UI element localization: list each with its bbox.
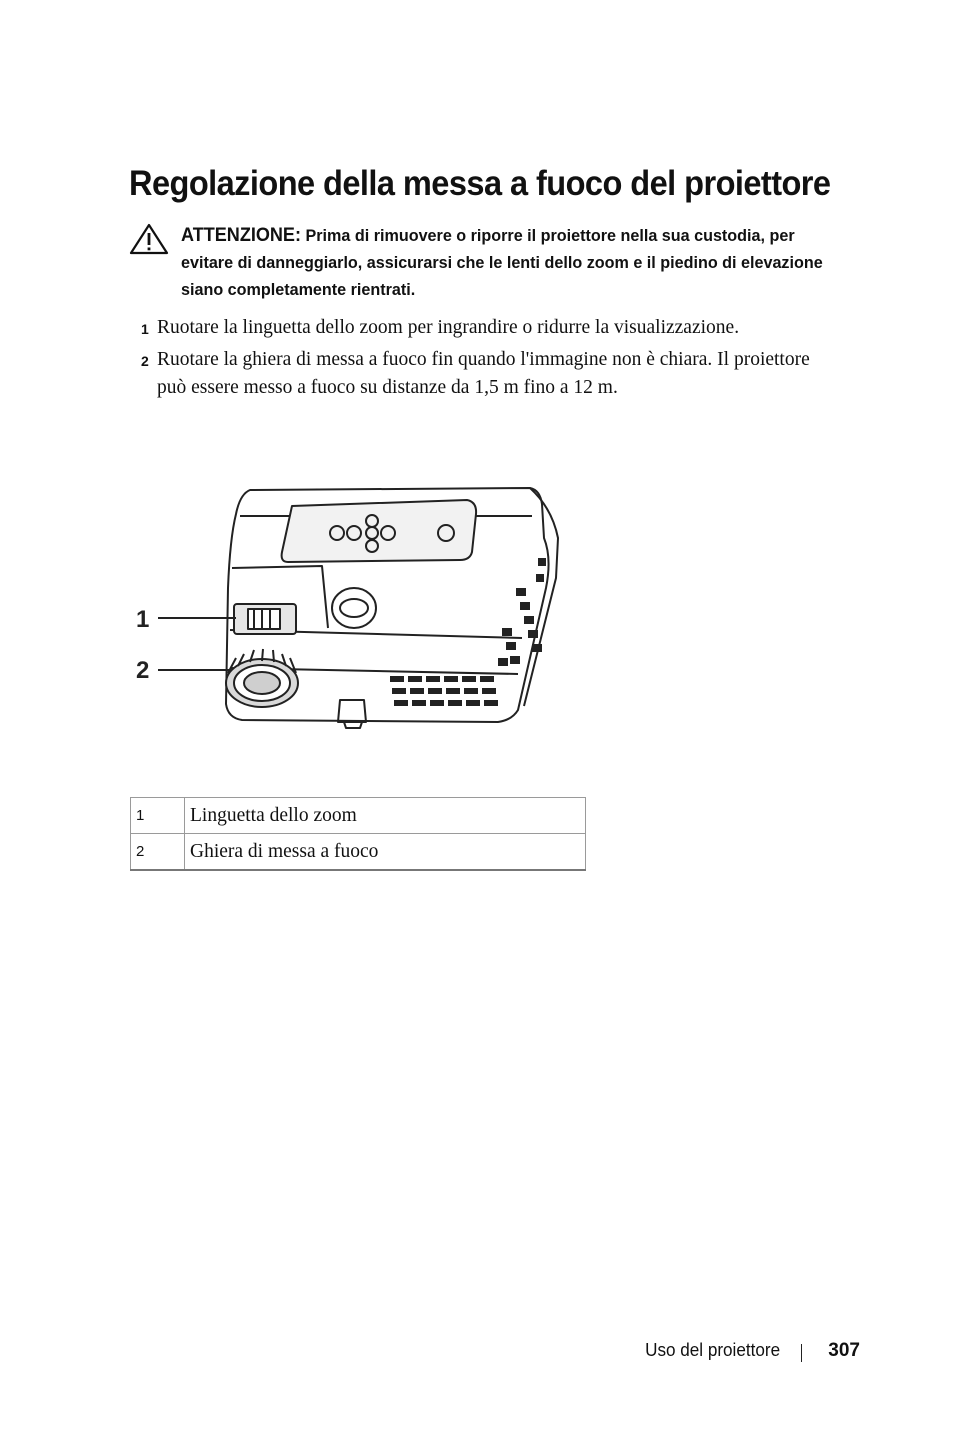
- callout-1: 1: [136, 606, 150, 633]
- legend-table: [130, 797, 586, 871]
- caution-text-block: [181, 222, 837, 303]
- caution-label: ATTENZIONE:: [181, 225, 301, 246]
- steps-list: [141, 314, 841, 406]
- step-text: Ruotare la linguetta dello zoom per ingrandire o ridurre la visualizzazione.: [157, 317, 740, 338]
- page-number: 307: [828, 1340, 860, 1361]
- legend-label: Linguetta dello zoom: [185, 798, 586, 834]
- legend-number: 2: [131, 834, 185, 871]
- step-text: Ruotare la ghiera di messa a fuoco fin quando l'immagine non è chiara. Il proiettore può essere messo a fuoco su distanze da 1,5 m fino a 12 m.: [157, 349, 810, 398]
- projector-illustration: [132, 478, 572, 733]
- page-title: Regolazione della messa a fuoco del proiettore: [129, 164, 831, 203]
- step-item: [141, 314, 841, 342]
- footer-section: Uso del proiettore: [645, 1340, 780, 1360]
- table-row: [131, 834, 586, 871]
- callout-2: 2: [136, 657, 150, 684]
- step-number: 1: [141, 321, 149, 337]
- warning-triangle-icon: [129, 223, 169, 255]
- page-footer: [600, 1340, 860, 1366]
- step-item: [141, 346, 841, 402]
- legend-number: 1: [131, 798, 185, 834]
- step-number: 2: [141, 353, 149, 369]
- table-row: [131, 798, 586, 834]
- footer-divider: [801, 1344, 802, 1362]
- legend-label: Ghiera di messa a fuoco: [185, 834, 586, 871]
- caution-text: Prima di rimuovere o riporre il proiettore nella sua custodia, per evitare di danneggiarlo, assicurarsi che le lenti dello zoom e il piedino di elevazione siano completamente rientrati.: [181, 226, 823, 299]
